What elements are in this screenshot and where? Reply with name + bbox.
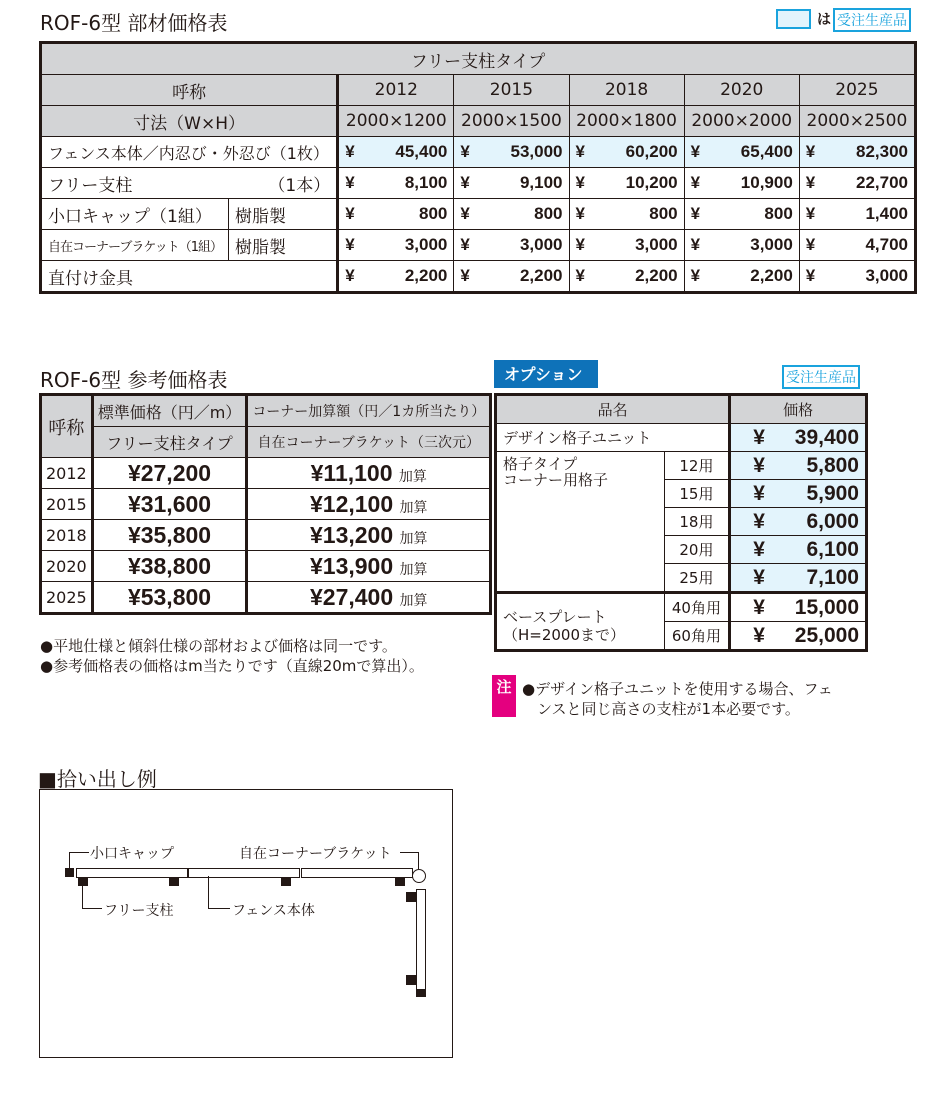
- price-cell: ¥ 4,700: [799, 230, 915, 261]
- note-line: ●参考価格表の価格はm当たりです（直線20mで算出）。: [40, 657, 424, 675]
- example-title: ■拾い出し例: [38, 767, 157, 791]
- table-row: [41, 199, 916, 230]
- table-row: [41, 458, 491, 489]
- post-icon: [406, 892, 416, 902]
- fence-panel-vertical: [416, 889, 426, 995]
- size-label: 20用: [664, 536, 730, 564]
- table-row: [41, 551, 491, 582]
- row-name: 小口キャップ（1組）: [41, 199, 229, 230]
- size-label: 12用: [664, 452, 730, 480]
- row-material: 樹脂製: [228, 230, 337, 261]
- price-cell: ¥ 5,800: [730, 452, 867, 480]
- size-2020: 2000×2000: [684, 106, 799, 137]
- post-icon: [281, 877, 291, 886]
- corner-header: コーナー加算額（円／1カ所当たり）: [247, 395, 491, 427]
- price-cell: ¥ 3,000: [454, 230, 569, 261]
- size-label: 25用: [664, 564, 730, 593]
- standard-header: 標準価格（円／m）: [92, 395, 247, 427]
- model-2015: 2015: [454, 75, 569, 106]
- table-row: [496, 593, 867, 622]
- end-cap-label: 小口キャップ: [90, 846, 174, 862]
- post-icon: [395, 877, 405, 886]
- model: 2015: [41, 489, 93, 520]
- design-unit-name: デザイン格子ユニット: [496, 424, 730, 452]
- standard-price: ¥35,800: [92, 520, 247, 551]
- price-cell: ¥ 15,000: [730, 593, 867, 622]
- price-cell: ¥ 3,000: [684, 230, 799, 261]
- note-badge: 注: [492, 675, 516, 717]
- price-cell: ¥ 9,100: [454, 168, 569, 199]
- price-cell: ¥ 10,900: [684, 168, 799, 199]
- price-cell: ¥ 800: [454, 199, 569, 230]
- standard-subheader: フリー支柱タイプ: [92, 427, 247, 458]
- price-cell: ¥ 8,100: [338, 168, 454, 199]
- end-cap-icon: [416, 989, 426, 997]
- table-row: [41, 520, 491, 551]
- table-row: [41, 261, 916, 293]
- fence-body-label: フェンス本体: [232, 903, 315, 919]
- post-icon: [169, 877, 179, 886]
- table-row: [496, 424, 867, 452]
- size-label: 寸法（W×H）: [41, 106, 338, 137]
- standard-price: ¥31,600: [92, 489, 247, 520]
- corner-subheader: 自在コーナーブラケット（三次元）: [247, 427, 491, 458]
- made-to-order-badge: 受注生産品: [782, 365, 860, 389]
- price-cell: ¥ 25,000: [730, 622, 867, 651]
- lattice-name: 格子タイプ コーナー用格子: [496, 452, 665, 593]
- corner-bracket-label: 自在コーナーブラケット: [239, 846, 392, 862]
- price-cell: ¥ 5,900: [730, 480, 867, 508]
- corner-price: ¥13,900 加算: [247, 551, 491, 582]
- options-note: ●デザイン格子ユニットを使用する場合、フェ ンスと同じ高さの支柱が1本必要です。: [522, 680, 833, 718]
- price-cell: ¥ 6,100: [730, 536, 867, 564]
- reference-table-title: ROF-6型 参考価格表: [40, 368, 228, 392]
- price-cell: ¥ 82,300: [799, 137, 915, 168]
- model-2012: 2012: [338, 75, 454, 106]
- model-2025: 2025: [799, 75, 915, 106]
- row-name: 自在コーナーブラケット（1組）: [41, 230, 229, 261]
- standard-price: ¥53,800: [92, 582, 247, 614]
- size-2025: 2000×2500: [799, 106, 915, 137]
- price-cell: ¥ 2,200: [684, 261, 799, 293]
- name-label: 呼称: [41, 395, 93, 458]
- made-to-order-badge: 受注生産品: [833, 8, 911, 32]
- options-title: オプション: [494, 360, 598, 388]
- post-icon: [78, 877, 88, 886]
- price-cell: ¥ 2,200: [569, 261, 684, 293]
- size-2012: 2000×1200: [338, 106, 454, 137]
- row-material: 樹脂製: [228, 199, 337, 230]
- price-cell: ¥ 39,400: [730, 424, 867, 452]
- price-cell: ¥ 22,700: [799, 168, 915, 199]
- price-cell: ¥ 65,400: [684, 137, 799, 168]
- price-cell: ¥ 7,100: [730, 564, 867, 593]
- legend-is-text: は: [817, 12, 831, 28]
- post-label: フリー支柱: [104, 903, 174, 919]
- price-cell: ¥ 3,000: [799, 261, 915, 293]
- layout-example-diagram: [39, 789, 453, 1058]
- table-row: [41, 168, 916, 199]
- model: 2018: [41, 520, 93, 551]
- price-cell: ¥ 800: [569, 199, 684, 230]
- name-label: 呼称: [41, 75, 338, 106]
- row-name: 直付け金具: [41, 261, 338, 293]
- parts-price-table: [39, 41, 917, 294]
- end-cap-icon: [65, 868, 74, 877]
- size-label: 60角用: [664, 622, 730, 651]
- corner-bracket-icon: [412, 869, 426, 883]
- price-cell: ¥ 3,000: [569, 230, 684, 261]
- price-cell: ¥ 53,000: [454, 137, 569, 168]
- price-cell: ¥ 800: [684, 199, 799, 230]
- price-cell: ¥ 6,000: [730, 508, 867, 536]
- parts-table-title: ROF-6型 部材価格表: [40, 11, 228, 35]
- reference-price-table: [39, 393, 492, 615]
- note-line: ●平地仕様と傾斜仕様の部材および価格は同一です。: [40, 637, 397, 655]
- table-row: [41, 582, 491, 614]
- size-label: 18用: [664, 508, 730, 536]
- price-cell: ¥ 2,200: [338, 261, 454, 293]
- price-cell: ¥ 2,200: [454, 261, 569, 293]
- row-name: フェンス本体／内忍び・外忍び（1枚）: [41, 137, 338, 168]
- price-cell: ¥ 45,400: [338, 137, 454, 168]
- table-row: [496, 452, 867, 480]
- model: 2012: [41, 458, 93, 489]
- price-cell: ¥ 800: [338, 199, 454, 230]
- size-2015: 2000×1500: [454, 106, 569, 137]
- standard-price: ¥27,200: [92, 458, 247, 489]
- table-row: [41, 137, 916, 168]
- model: 2020: [41, 551, 93, 582]
- corner-price: ¥11,100 加算: [247, 458, 491, 489]
- model: 2025: [41, 582, 93, 614]
- table-row: [41, 489, 491, 520]
- row-name: フリー支柱 （1本）: [41, 168, 338, 199]
- standard-price: ¥38,800: [92, 551, 247, 582]
- corner-price: ¥12,100 加算: [247, 489, 491, 520]
- reference-notes: [40, 636, 424, 676]
- made-to-order-swatch: [776, 9, 811, 29]
- price-cell: ¥ 3,000: [338, 230, 454, 261]
- header-price: 価格: [730, 395, 867, 424]
- price-cell: ¥ 60,200: [569, 137, 684, 168]
- model-2020: 2020: [684, 75, 799, 106]
- base-plate-name: ベースプレート （H=2000まで）: [496, 593, 665, 651]
- options-table: [494, 393, 868, 652]
- size-label: 15用: [664, 480, 730, 508]
- price-cell: ¥ 1,400: [799, 199, 915, 230]
- model-2018: 2018: [569, 75, 684, 106]
- table-row: [41, 230, 916, 261]
- corner-price: ¥13,200 加算: [247, 520, 491, 551]
- size-label: 40角用: [664, 593, 730, 622]
- corner-price: ¥27,400 加算: [247, 582, 491, 614]
- size-2018: 2000×1800: [569, 106, 684, 137]
- header-name: 品名: [496, 395, 730, 424]
- price-cell: ¥ 10,200: [569, 168, 684, 199]
- post-icon: [406, 975, 416, 985]
- type-header: フリー支柱タイプ: [41, 43, 916, 75]
